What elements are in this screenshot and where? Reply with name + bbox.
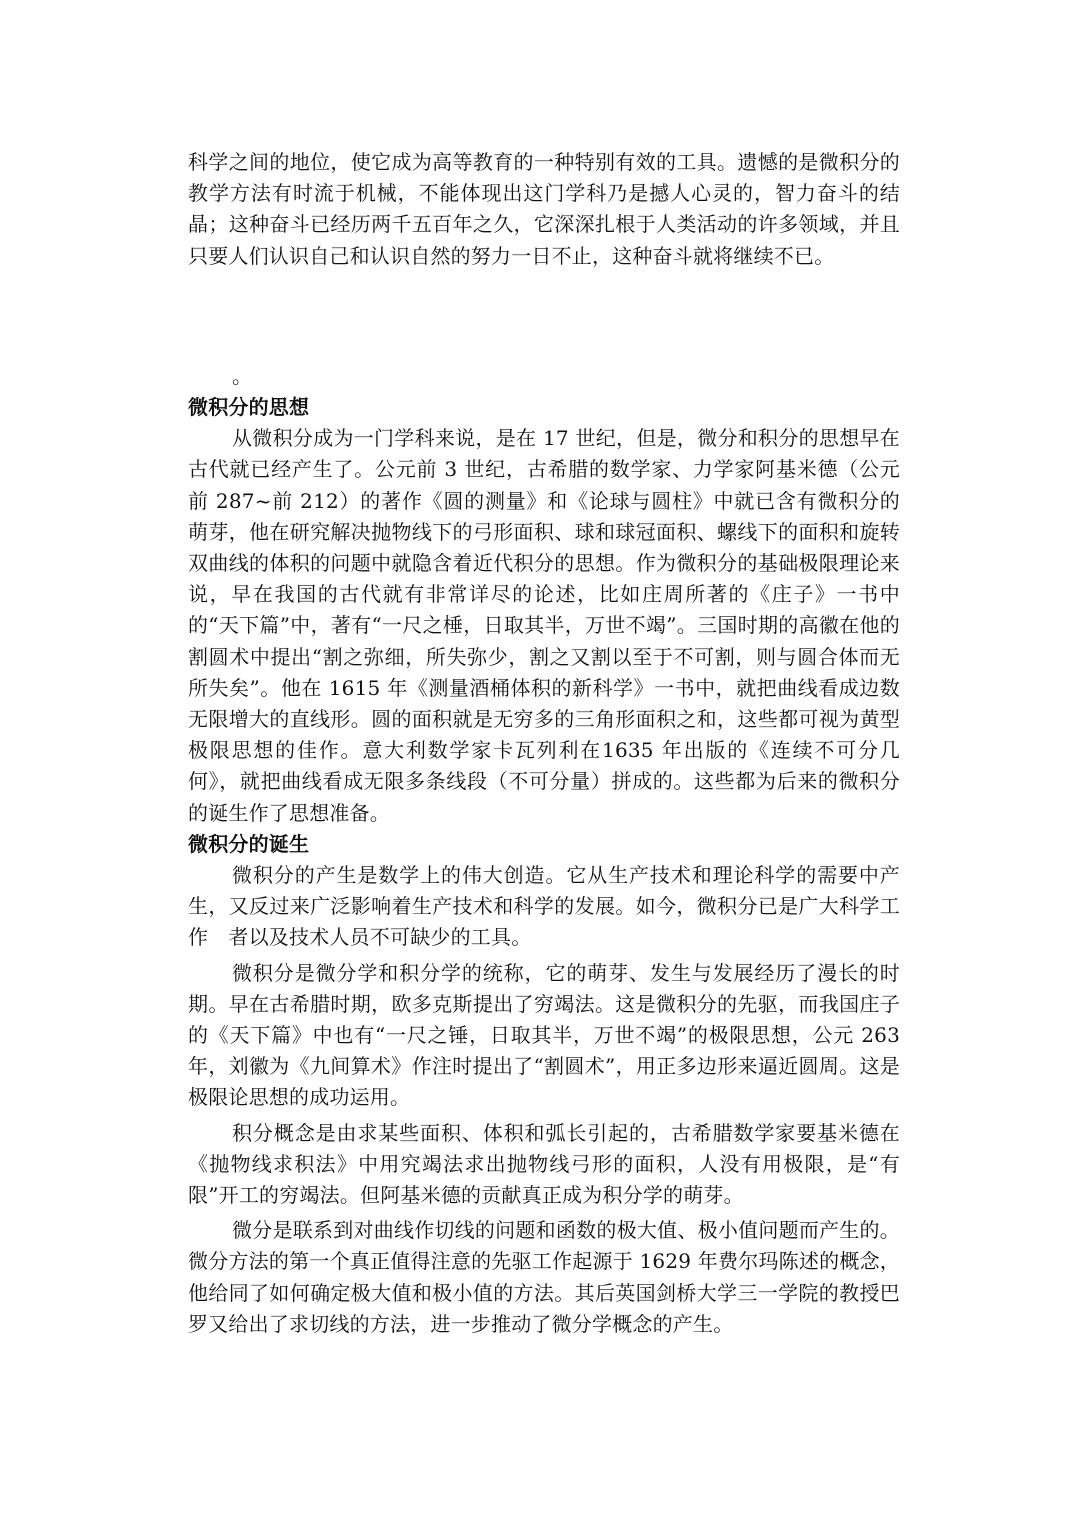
paragraph-ideas-1: 从微积分成为一门学科来说，是在 17 世纪，但是，微分和积分的思想早在古代就已经产生了。公元前 3 世纪，古希腊的数学家、力学家阿基米德（公元前 287~前 212）的著作《圆的测量》和《论球与圆柱》中就已含有微积分的萌芽，他在研究解决抛物线下的弓形面积、球和球冠面积、螺线下的面积和旋转双曲线的体积的问题中就隐含着近代积分的思想。作为微积分的基础极限理论来说，早在我国的古代就有非常详尽的论述，比如庄周所著的《庄子》一书中的“天下篇”中，著有“一尺之棰，日取其半，万世不竭”。三国时期的高徽在他的割圆术中提出“割之弥细，所失弥少，割之又割以至于不可割，则与圆合体而无所失矣”。他在 1615 年《测量酒桶体积的新科学》一书中，就把曲线看成边数无限增大的直线形。圆的面积就是无穷多的三角形面积之和，这些都可视为黄型极限思想的佳作。意大利数学家卡瓦列利在1635 年出版的《连续不可分几何》，就把曲线看成无限多条线段（不可分量）拼成的。这些都为后来的微积分的诞生作了思想准备。 — [188, 426, 900, 825]
paragraph-birth-1: 微积分的产生是数学上的伟大创造。它从生产技术和理论科学的需要中产生，又反过来广泛影响着生产技术和科学的发展。如今，微积分已是广大科学工作 者以及技术人员不可缺少的工具。 — [188, 863, 900, 950]
section-heading-birth: 微积分的诞生 — [188, 831, 310, 856]
top-text-block — [188, 147, 900, 272]
main-text-block — [188, 361, 900, 1340]
paragraph-birth-4: 微分是联系到对曲线作切线的问题和函数的极大值、极小值问题而产生的。微分方法的第一个真正值得注意的先驱工作起源于 1629 年费尔玛陈述的概念，他给同了如何确定极大值和极小值的方法。其后英国剑桥大学三一学院的教授巴罗又给出了求切线的方法，进一步推动了微分学概念的产生。 — [188, 1218, 900, 1336]
top-paragraph: 科学之间的地位，使它成为高等教育的一种特别有效的工具。遗憾的是微积分的教学方法有时流于机械，不能体现出这门学科乃是撼人心灵的，智力奋斗的结晶；这种奋斗已经历两千五百年之久，它深深扎根于人类活动的许多领域，并且只要人们认识自己和认识自然的努力一日不止，这种奋斗就将继续不已。 — [188, 150, 900, 268]
section-heading-ideas: 微积分的思想 — [188, 395, 310, 419]
paragraph-birth-2: 微积分是微分学和积分学的统称，它的萌芽、发生与发展经历了漫长的时期。早在古希腊时期，欧多克斯提出了穷竭法。这是微积分的先驱，而我国庄子的《天下篇》中也有“一尺之锤，日取其半，万世不竭”的极限思想，公元 263 年，刘徽为《九间算术》作注时提出了“割圆术”，用正多边形来逼近圆周。这是极限论思想的成功运用。 — [188, 960, 900, 1110]
section-calculus-birth — [188, 829, 900, 1340]
section-calculus-ideas — [188, 392, 900, 829]
stray-mark: 。 — [232, 364, 253, 388]
paragraph-birth-3: 积分概念是由求某些面积、体积和弧长引起的，古希腊数学家要基米德在《抛物线求积法》中用究竭法求出抛物线弓形的面积，人没有用极限，是“有限”开工的穷竭法。但阿基米德的贡献真正成为积分学的萌芽。 — [188, 1120, 900, 1208]
